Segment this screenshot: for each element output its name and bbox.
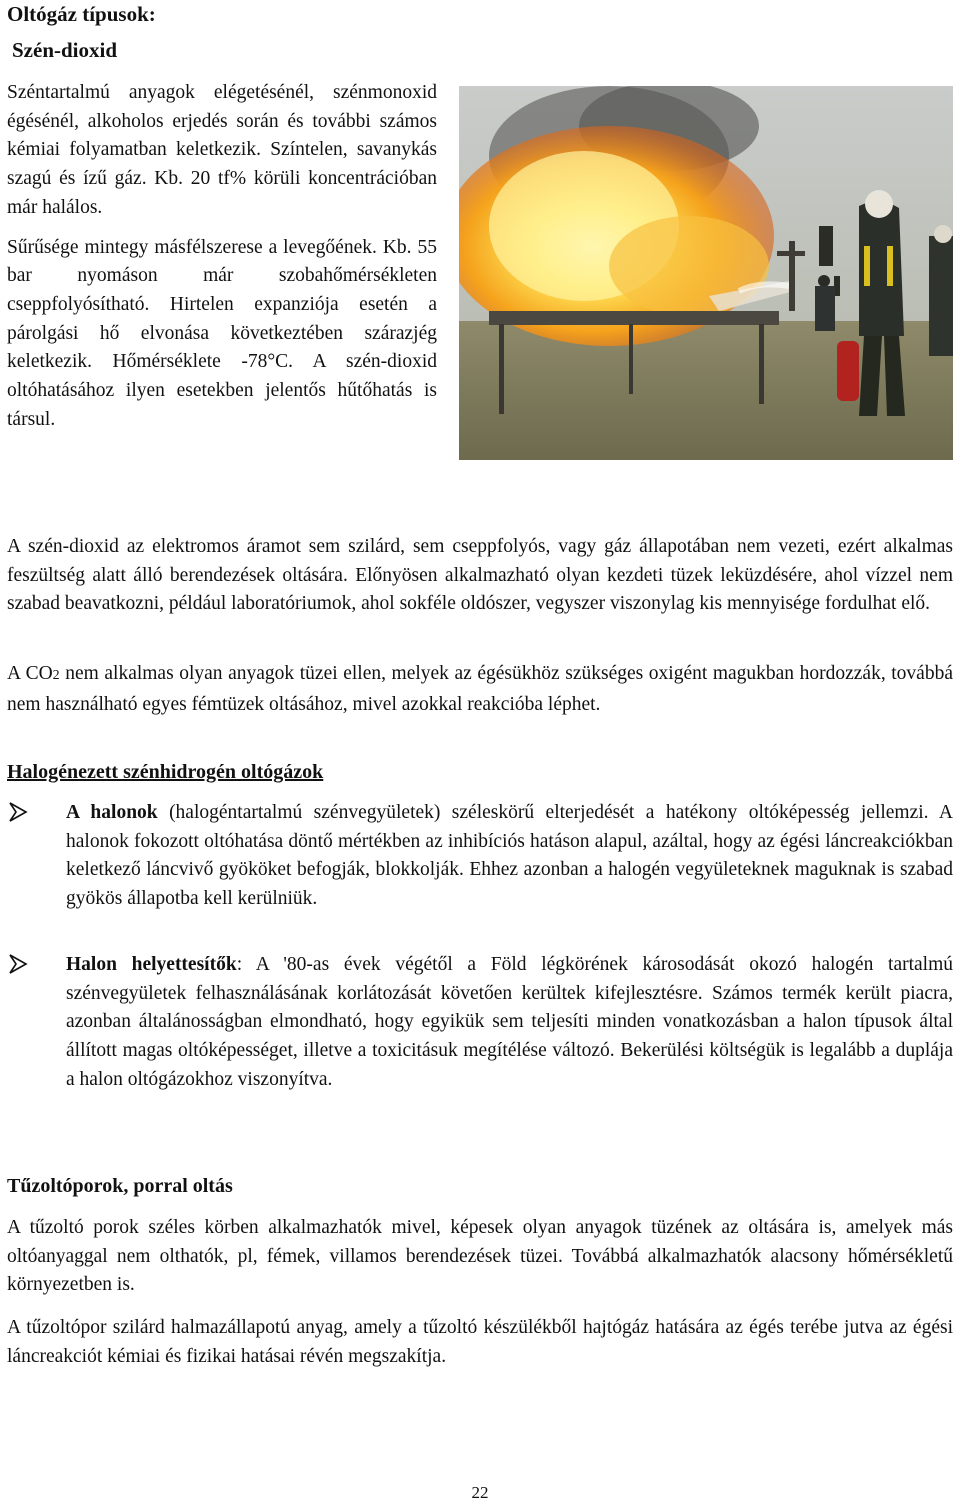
co2-intro-paragraph-2: Sűrűsége mintegy másfélszerese a levegőének. Kb. 55 bar nyomáson már szobahőmérsékleten cseppfolyósítható. Hirtelen expanziója esetén a párolgási hő elvonása következtében szárazjég keletkezik. Hőmérséklete -78°C. A szén-dioxid oltóhatásához ilyen esetekben jelentős hűtőhatás is társul. bbox=[7, 236, 437, 430]
fire-extinguishing-photo bbox=[459, 86, 953, 460]
page-number: 22 bbox=[471, 1483, 489, 1502]
co2-subscript: 2 bbox=[52, 668, 60, 683]
powder-paragraph-1: A tűzoltó porok széles körben alkalmazhatók mivel, képesek olyan anyagok tüzének az oltására is, amelyek más oltóanyaggal nem olthatók, pl, fémek, villamos berendezések tüzei. Továbbá alkalmazhatók alacsony hőmérsékletű környezetben is. bbox=[7, 1217, 953, 1296]
co2-paragraph-electrical: A szén-dioxid az elektromos áramot sem szilárd, sem cseppfolyós, vagy gáz állapotában nem vezeti, ezért alkalmas feszültség alatt álló berendezések oltására. Előnyösen alkalmazható olyan kezdeti tüzek leküzdésére, ahol vízzel nem szabad beavatkozni, például laboratóriumok, ahol sokféle oldószer, vegyszer viszonylag kis mennyisége fordulhat elő. bbox=[7, 536, 953, 615]
bullet-halons bbox=[7, 799, 953, 914]
co2-intro-column bbox=[7, 79, 437, 445]
photo-illustration bbox=[459, 86, 953, 460]
arrowhead-bullet-icon bbox=[7, 801, 29, 823]
page-heading: Oltógáz típusok: bbox=[7, 2, 156, 26]
section-title-powder: Tűzoltóporok, porral oltás bbox=[7, 1175, 233, 1197]
arrowhead-bullet-icon bbox=[7, 953, 29, 975]
bullet-halon-substitutes bbox=[7, 951, 953, 1095]
co2-rest: nem alkalmas olyan anyagok tüzei ellen, melyek az égésükhöz szükséges oxigént magukban hordozzák, továbbá nem használható egyes fémtüzek oltásához, mivel azokkal reakcióba léphet. bbox=[7, 663, 953, 715]
bullet-substitutes-text: : A '80-as évek végétől a Föld légkörének károsodását okozó halogén tartalmú szénvegyületek felhasználásának korlátozását követően kerültek kifejlesztésre. Számos termék került piacra, azonban általánosságban elmondható, hogy egyikük sem teljesíti minden vonatkozásban a halon típusok által állított magas oltóképességet, illetve a toxicitásuk megítélése változó. Bekerülési költségük is legalább a duplája a halon oltógázokhoz viszonyítva. bbox=[66, 954, 953, 1090]
section-title-halogen: Halogénezett szénhidrogén oltógázok bbox=[7, 761, 324, 783]
section-subheading-co2: Szén-dioxid bbox=[12, 38, 118, 62]
powder-paragraph-2: A tűzoltópor szilárd halmazállapotú anyag, amely a tűzoltó készülékből hajtógáz hatására az égés terébe jutva az égési láncreakciót kémiai és fizikai hatásai révén megszakítja. bbox=[7, 1317, 953, 1367]
bullet-halons-lead: A halonok bbox=[66, 802, 158, 823]
bullet-substitutes-lead: Halon helyettesítők bbox=[66, 954, 237, 975]
co2-paragraph-limitations bbox=[7, 660, 953, 719]
co2-intro-paragraph-1: Széntartalmú anyagok elégetésénél, szénmonoxid égésénél, alkoholos erjedés során és további számos kémiai folyamatban keletkezik. Színtelen, savanykás szagú és ízű gáz. Kb. 20 tf% körüli koncentrációban már halálos. bbox=[7, 82, 437, 218]
bullet-halons-text: (halogéntartalmú szénvegyületek) széleskörű elterjedését a hatékony oltóképesség jellemzi. A halonok fokozott oltóhatása döntő mértékben az inhibíciós hatáson alapul, azáltal, hogy az égési láncreakciókban keletkező láncvivő gyököket befogják, blokkolják. Ehhez azonban a halogén vegyületeknek maguknak is szabad gyökös állapotba kell kerülniük. bbox=[66, 802, 953, 910]
co2-prefix: A CO bbox=[7, 663, 53, 684]
